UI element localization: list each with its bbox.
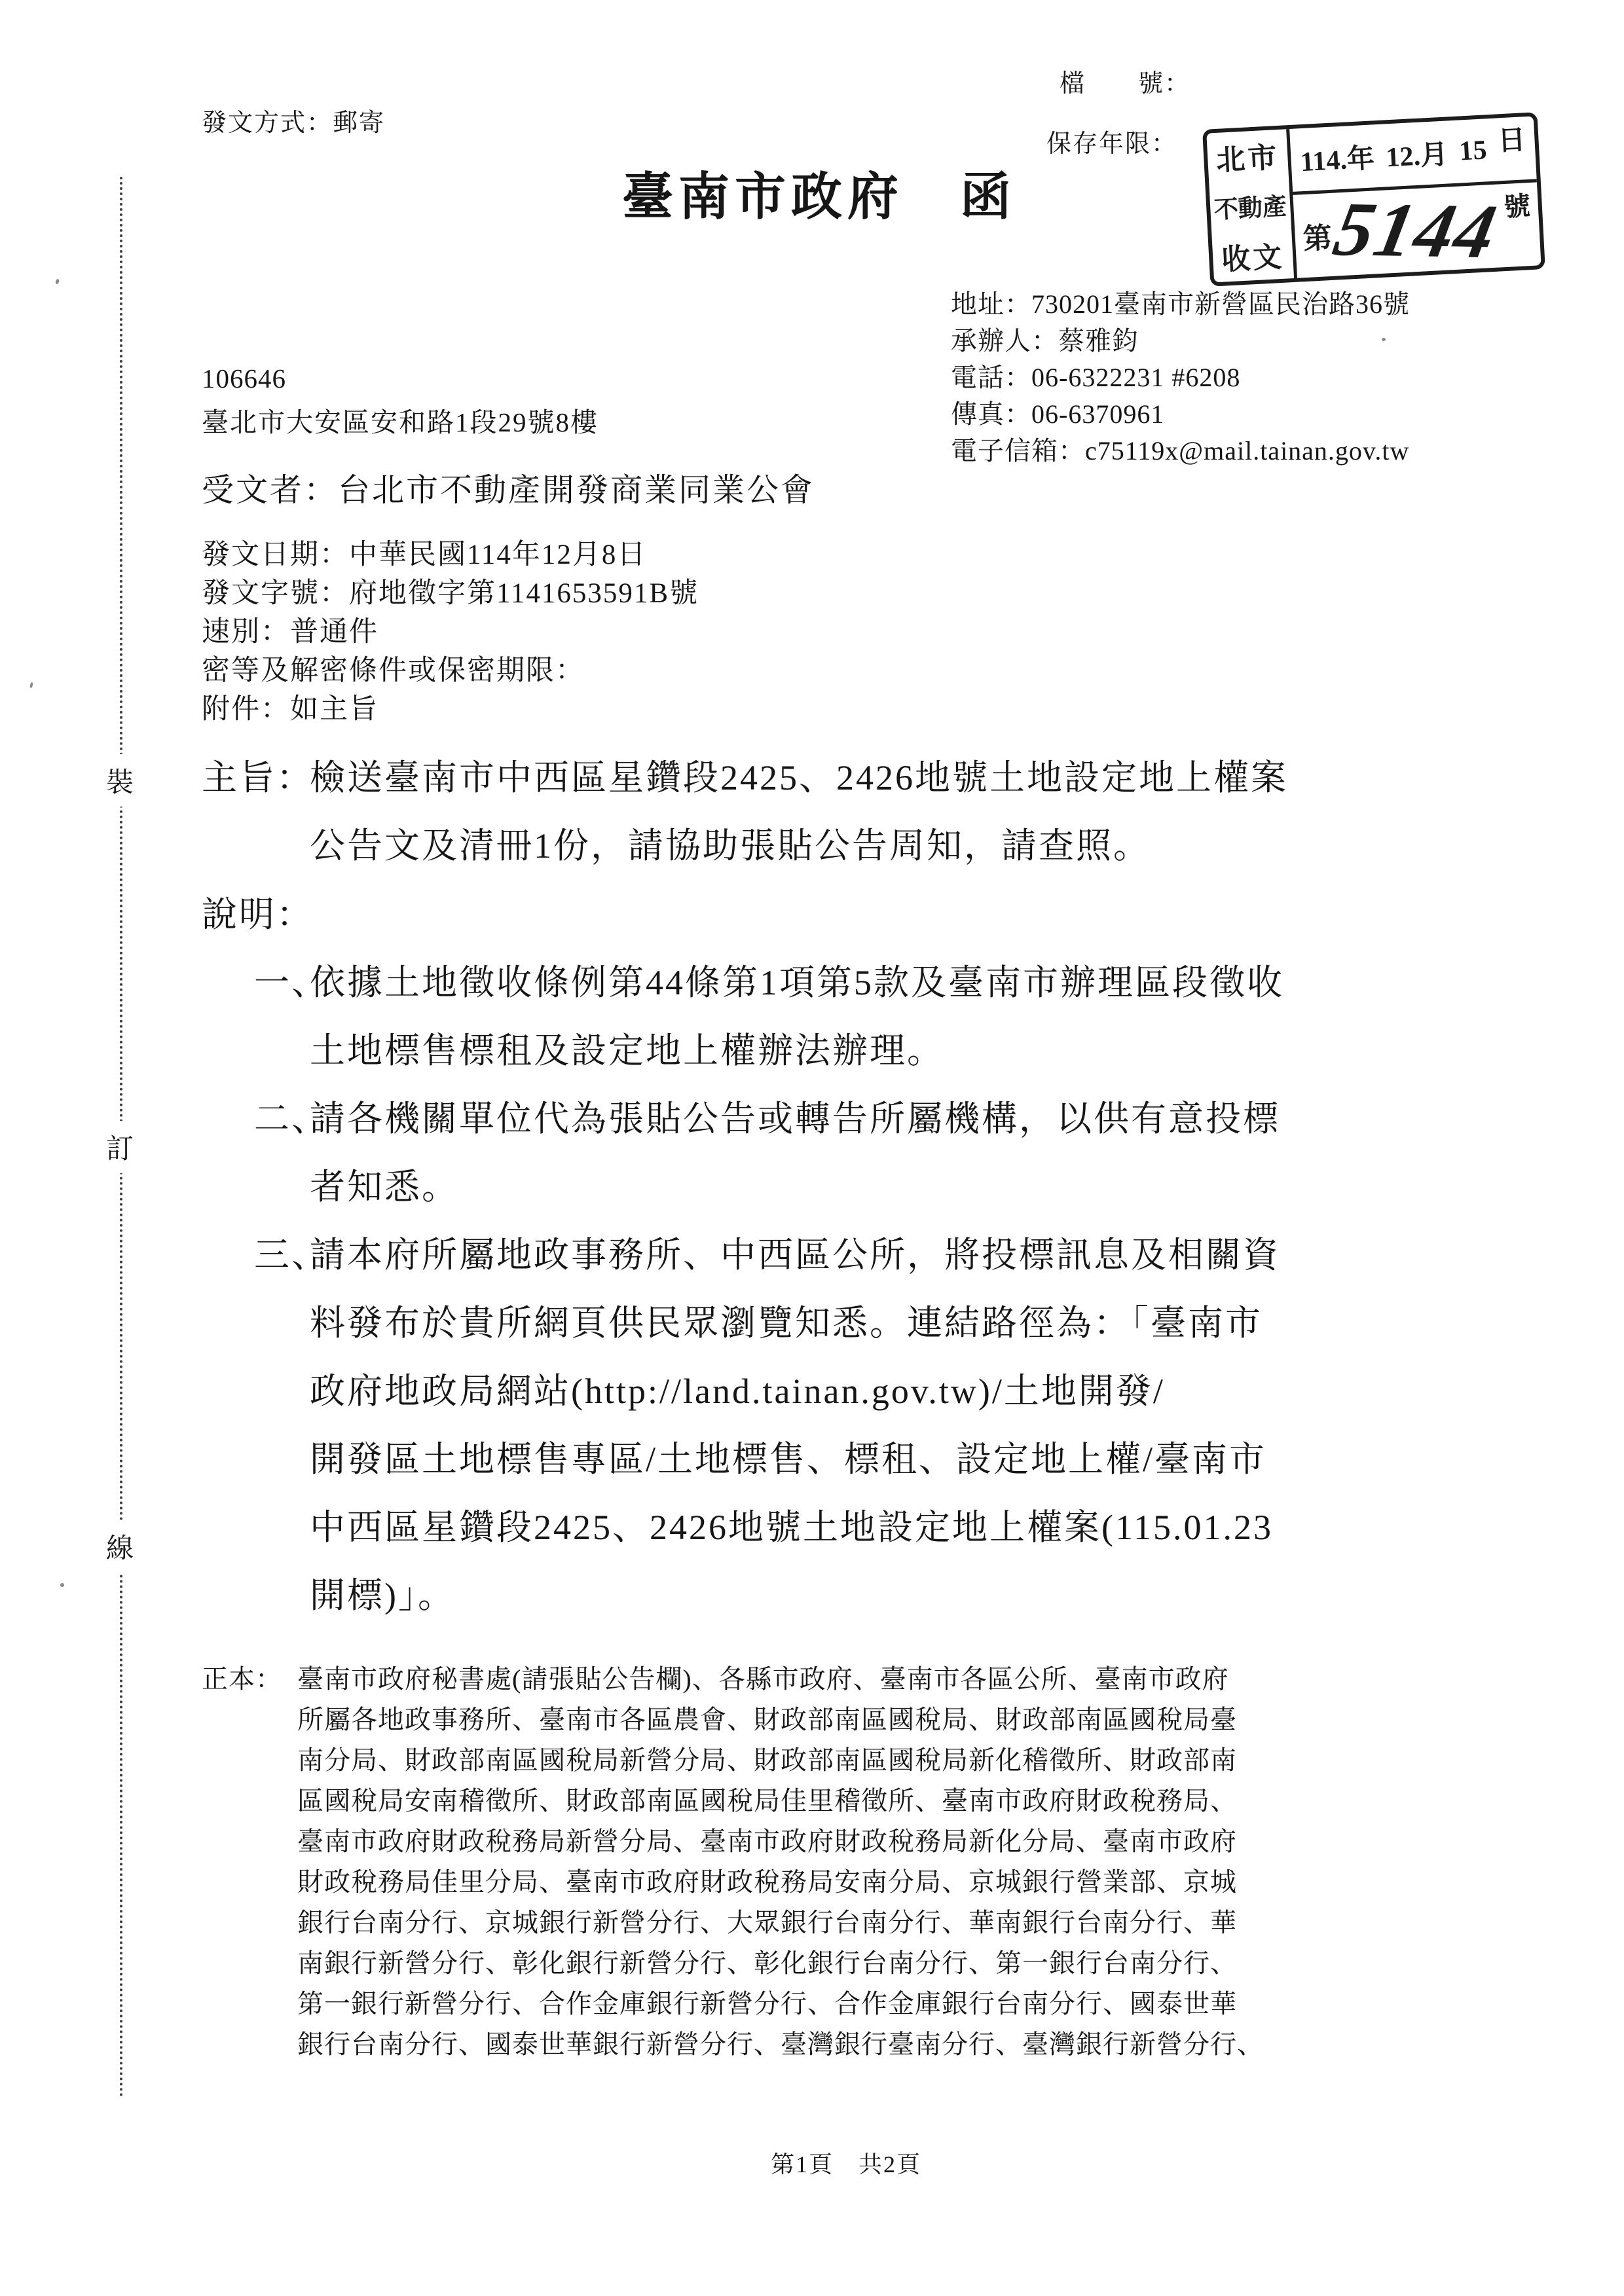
stamp-org-column	[1206, 129, 1297, 282]
stamp-date-day-suffix: 日	[1497, 125, 1526, 157]
text-line: 政府地政局網站(http://land.tainan.gov.tw)/土地開發/	[310, 1372, 1165, 1411]
explanation-item-3	[202, 1221, 1284, 1630]
text-line: 電子信箱：c75119x@mail.tainan.gov.tw	[951, 436, 1410, 465]
explanation-block	[202, 881, 1284, 1630]
explanation-item-2	[202, 1085, 1284, 1221]
subject-block	[202, 744, 1288, 880]
item-text	[310, 949, 1284, 1085]
text-line: 銀行台南分行、京城銀行新營分行、大眾銀行台南分行、華南銀行台南分行、華	[297, 1908, 1237, 1937]
recipient-line: 受文者：台北市不動產開發商業同業公會	[202, 472, 815, 508]
stamp-handwritten-number: 5144	[1327, 185, 1504, 274]
send-method-label: 發文方式：郵寄	[202, 109, 386, 137]
item-text	[310, 1221, 1284, 1630]
copy-to-block	[202, 1659, 1264, 2065]
stamp-right-column	[1289, 117, 1541, 278]
text-line: 地址：730201臺南市新營區民治路36號	[951, 289, 1410, 319]
text-line: 臺南市政府秘書處(請張貼公告欄)、各縣市政府、臺南市各區公所、臺南市政府	[297, 1664, 1229, 1694]
text-line: 土地標售標租及設定地上權辦法辦理。	[310, 1031, 944, 1070]
text-line: 中西區星鑽段2425、2426地號土地設定地上權案(115.01.23	[310, 1508, 1273, 1547]
text-line: 電話：06-6322231 #6208	[951, 363, 1241, 392]
file-number-label: 檔 號：	[1060, 70, 1191, 98]
text-line: 發文字號：府地徵字第1141653591B號	[202, 578, 699, 609]
text-line: 銀行台南分行、國泰世華銀行新營分行、臺灣銀行臺南分行、臺灣銀行新營分行、	[297, 2030, 1264, 2059]
scan-speck	[60, 1583, 64, 1587]
explanation-heading: 說明：	[202, 895, 314, 934]
recipient-zip: 106646	[202, 363, 286, 393]
text-line: 公告文及清冊1份，請協助張貼公告周知，請查照。	[310, 826, 1151, 866]
stamp-date-year: 114.年	[1299, 143, 1376, 178]
text-line: 財政稅務局佳里分局、臺南市政府財政稅務局安南分局、京城銀行營業部、京城	[297, 1867, 1237, 1897]
text-line: 承辦人：蔡雅鈞	[951, 326, 1139, 355]
text-line: 開標)」。	[310, 1576, 455, 1615]
text-line: 區國稅局安南稽徵所、財政部南區國稅局佳里稽徵所、臺南市政府財政稅務局、	[297, 1786, 1237, 1815]
text-line: 傳真：06-6370961	[951, 399, 1165, 429]
received-stamp	[1202, 112, 1545, 286]
document-meta	[202, 536, 699, 729]
stamp-number-prefix: 第	[1302, 221, 1333, 255]
copy-to-label: 正本：	[202, 1664, 282, 1694]
copy-to-content	[202, 1659, 1264, 2065]
text-line: 請本府所屬地政事務所、中西區公所，將投標訊息及相關資	[310, 1235, 1280, 1275]
stamp-org-line: 不動產	[1213, 193, 1287, 225]
text-line: 請各機關單位代為張貼公告或轉告所屬機構，以供有意投標	[310, 1099, 1280, 1139]
text-line: 所屬各地政事務所、臺南市各區農會、財政部南區國稅局、財政部南區國稅局臺	[297, 1705, 1237, 1734]
item-text	[310, 1085, 1284, 1221]
sender-contact-info	[951, 286, 1410, 469]
text-line: 南分局、財政部南區國稅局新營分局、財政部南區國稅局新化稽徵所、財政部南	[297, 1745, 1237, 1775]
text-line: 密等及解密條件或保密期限：	[202, 655, 585, 686]
item-marker: 二、	[254, 1099, 329, 1139]
text-line: 料發布於貴所網頁供民眾瀏覽知悉。連結路徑為：「臺南市	[310, 1303, 1263, 1343]
text-line: 第一銀行新營分行、合作金庫銀行新營分行、合作金庫銀行台南分行、國泰世華	[297, 1989, 1237, 2018]
binding-mark-xian: 線	[106, 1520, 134, 1573]
explanation-item-1	[202, 949, 1284, 1085]
stamp-number-suffix: 號	[1503, 191, 1531, 223]
stamp-date-day: 15	[1458, 135, 1488, 167]
page-footer: 第1頁 共2頁	[770, 2151, 921, 2178]
stamp-org-line: 北市	[1215, 141, 1280, 177]
binding-mark-zhuang: 裝	[106, 754, 134, 807]
document-title: 臺南市政府 函	[622, 168, 1017, 225]
item-marker: 三、	[254, 1235, 329, 1275]
text-line: 速別：普通件	[202, 617, 378, 647]
retention-period-label: 保存年限：	[1046, 130, 1178, 158]
text-line: 發文日期：中華民國114年12月8日	[202, 539, 647, 570]
subject-label: 主旨：	[202, 758, 314, 797]
stamp-date-row	[1289, 117, 1537, 195]
subject-content	[202, 744, 1288, 880]
text-line: 者知悉。	[310, 1167, 459, 1207]
text-line: 臺南市政府財政稅務局新營分局、臺南市政府財政稅務局新化分局、臺南市政府	[297, 1827, 1237, 1856]
text-line: 依據土地徵收條例第44條第1項第5款及臺南市辦理區段徵收	[310, 963, 1284, 1002]
text-line: 檢送臺南市中西區星鑽段2425、2426地號土地設定地上權案	[310, 758, 1288, 797]
recipient-address: 臺北市大安區安和路1段29號8樓	[202, 407, 599, 437]
stamp-number-row	[1293, 182, 1541, 278]
scan-speck	[55, 278, 60, 284]
scan-speck	[29, 682, 33, 689]
stamp-date-month: 12.月	[1385, 139, 1449, 173]
item-marker: 一、	[254, 963, 329, 1002]
text-line: 附件：如主旨	[202, 694, 378, 725]
text-line: 南銀行新營分行、彰化銀行新營分行、彰化銀行台南分行、第一銀行台南分行、	[297, 1948, 1237, 1978]
binding-mark-ding: 訂	[106, 1121, 134, 1173]
stamp-org-line: 收文	[1221, 240, 1285, 276]
text-line: 開發區土地標售專區/土地標售、標租、設定地上權/臺南市	[310, 1440, 1267, 1479]
